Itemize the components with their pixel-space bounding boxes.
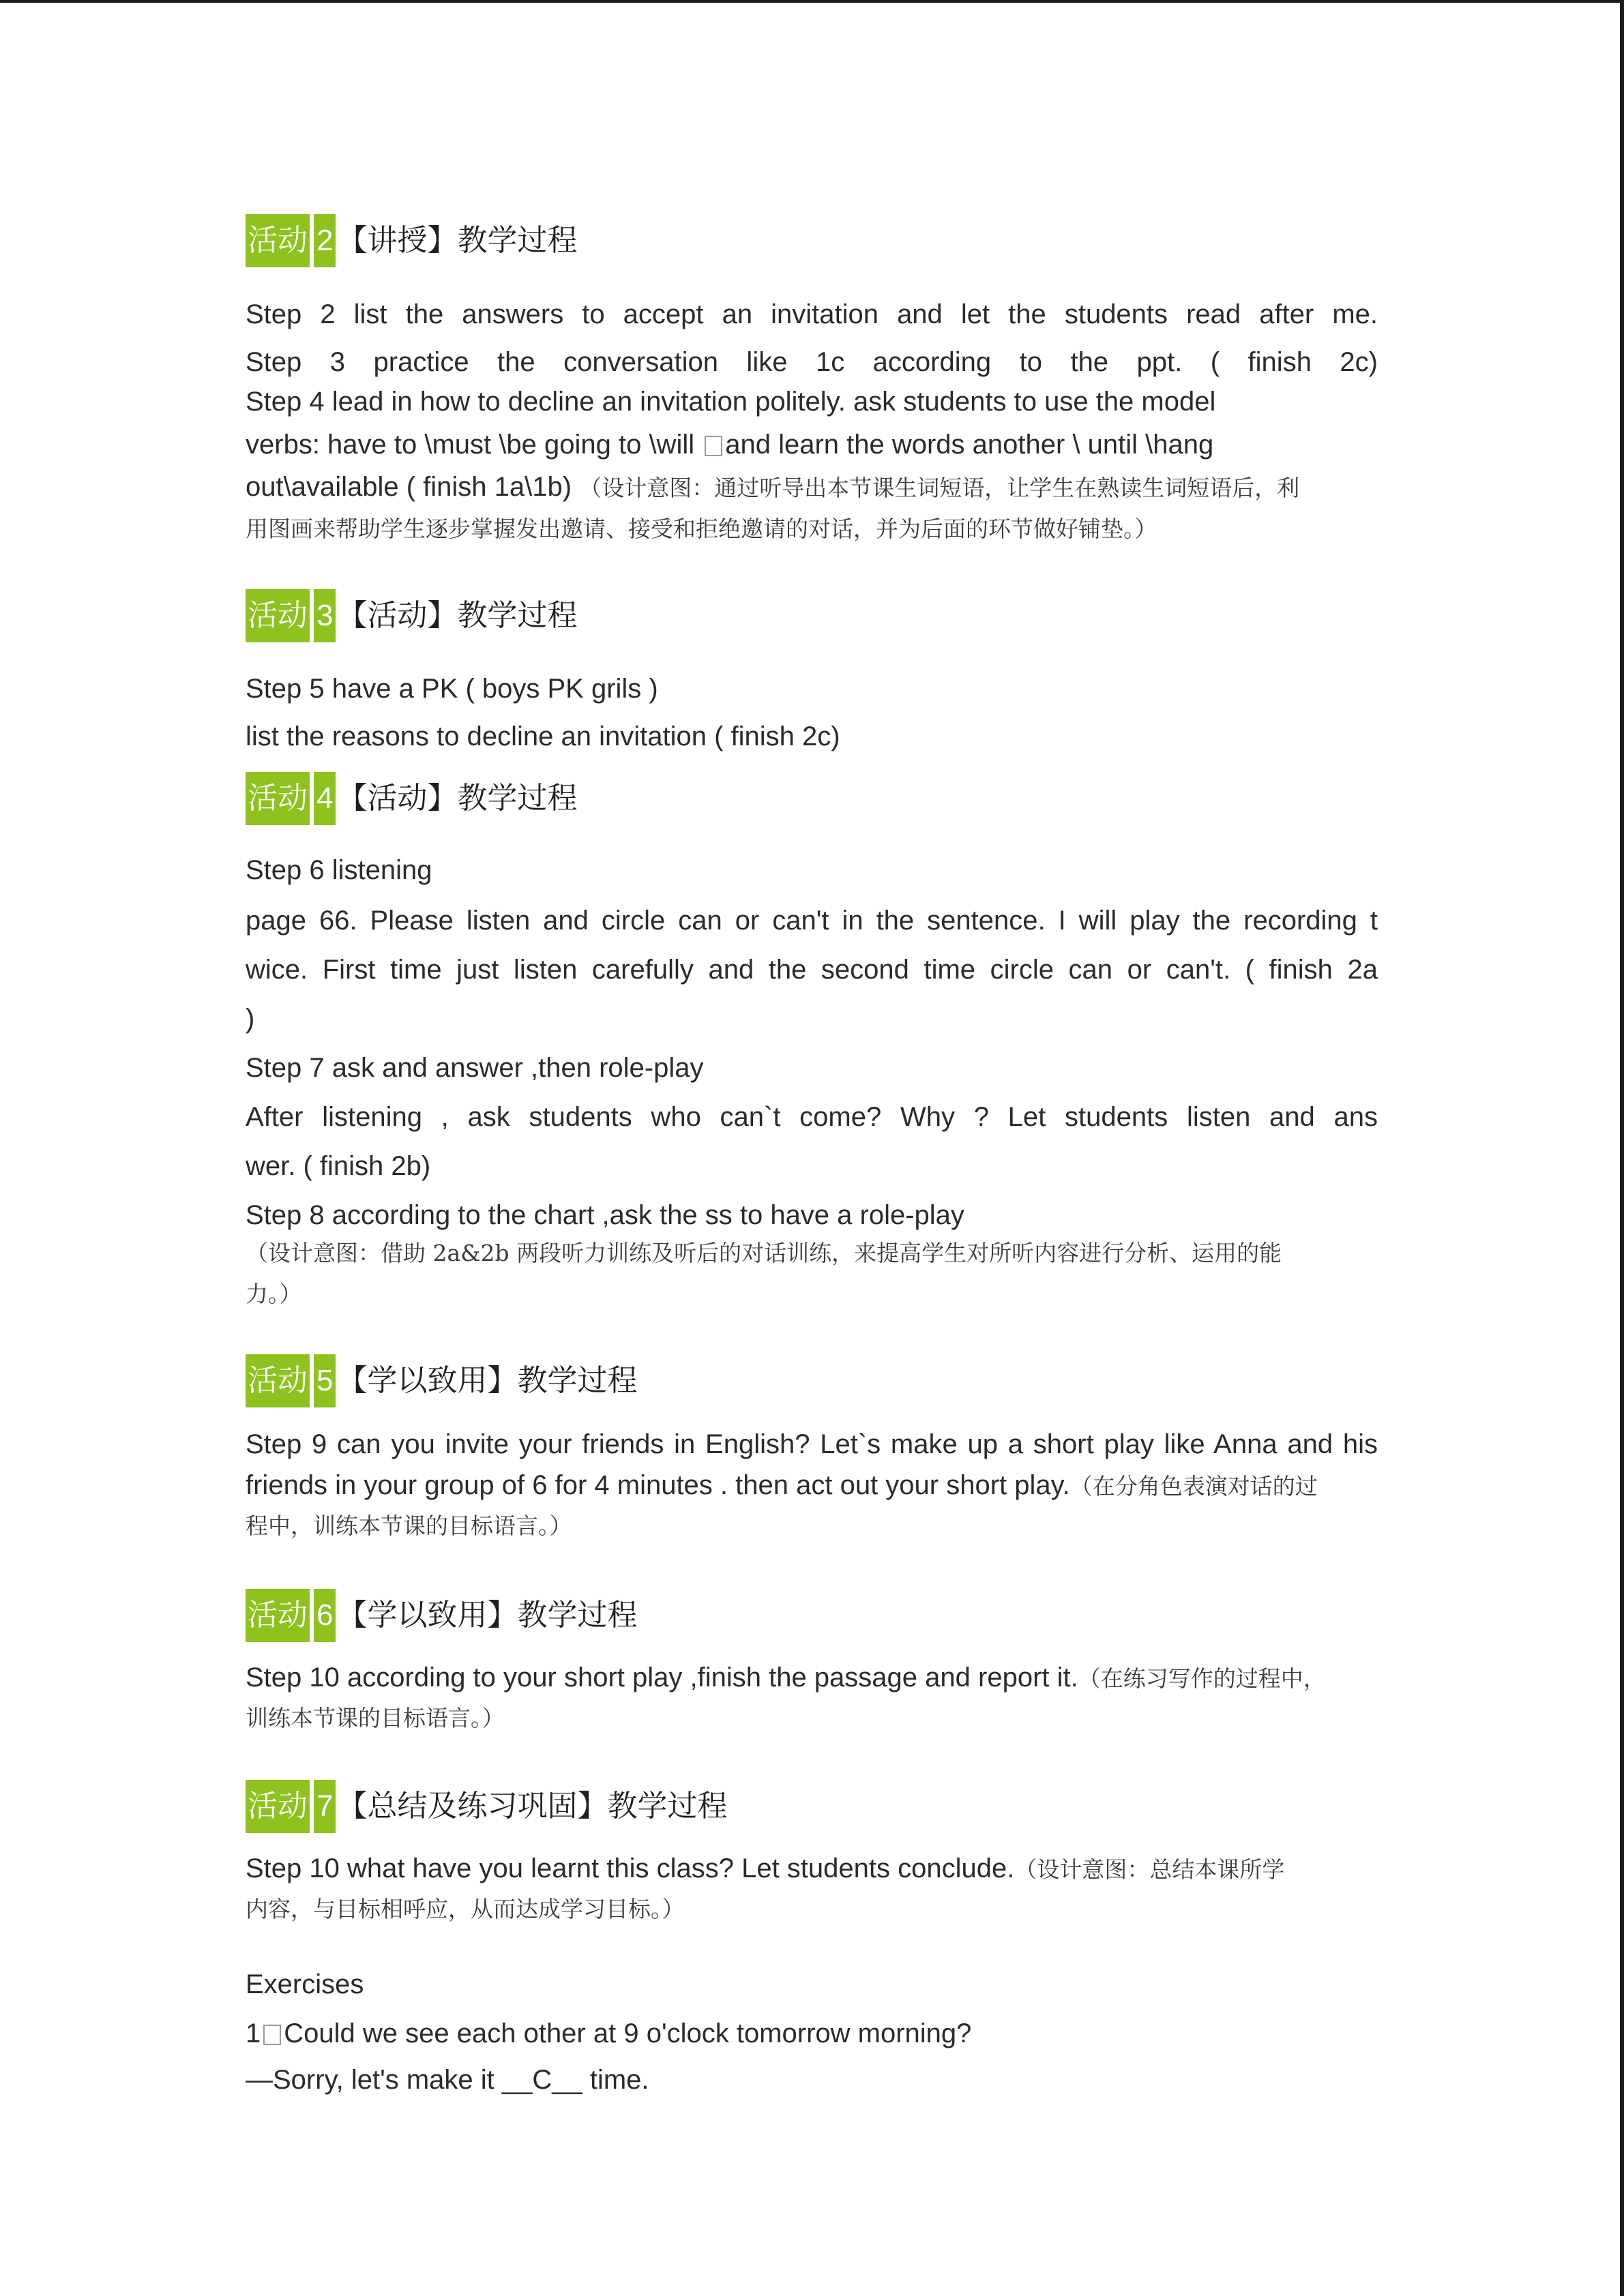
activity-title: 【活动】教学过程 [337, 599, 578, 632]
a4-page-line1: page 66. Please listen and circle can or can't in the sentence. I will play the recording t [246, 906, 1378, 936]
activity-label: 活动 [246, 589, 310, 642]
a3-step5: Step 5 have a PK ( boys PK grils ) [246, 674, 658, 704]
activity-number: 6 [314, 1589, 336, 1642]
exercise-1-answer: —Sorry, let's make it __C__ time. [246, 2065, 649, 2095]
section-heading-activity-3 [246, 589, 577, 642]
a6-step10-line1 [246, 1657, 1326, 1699]
a4-step6: Step 6 listening [246, 855, 432, 885]
a2-step2: Step 2 list the answers to accept an invitation and let the students read after me. [246, 299, 1378, 329]
a2-design-intent-line2: 用图画来帮助学生逐步掌握发出邀请、接受和拒绝邀请的对话，并为后面的环节做好铺垫。） [246, 516, 1157, 542]
a2-design-intent-part1: （设计意图：通过听导出本节课生词短语，让学生在熟读生词短语后，利 [579, 475, 1300, 501]
a5-design-intent-line2: 程中，训练本节课的目标语言。） [246, 1512, 572, 1539]
exercise-1-question [246, 2013, 971, 2054]
a2-step4-line3 [246, 466, 1299, 509]
activity-title: 【总结及练习巩固】教学过程 [337, 1789, 728, 1823]
a7-design-intent-line2: 内容，与目标相呼应，从而达成学习目标。） [246, 1896, 685, 1922]
a4-design-intent-line2: 力。） [246, 1281, 302, 1307]
missing-glyph-box [263, 2025, 281, 2045]
activity-label: 活动 [246, 772, 310, 825]
activity-number: 4 [314, 772, 336, 825]
a4-after-listening-line2: wer. ( finish 2b) [246, 1151, 431, 1181]
activity-title: 【讲授】教学过程 [337, 224, 578, 257]
activity-title: 【学以致用】教学过程 [337, 1598, 638, 1632]
activity-number: 2 [314, 214, 336, 267]
a5-step9-line1: Step 9 can you invite your friends in English? Let`s make up a short play like Anna and his [246, 1429, 1378, 1459]
a4-step7: Step 7 ask and answer ,then role-play [246, 1053, 704, 1083]
a7-design-intent-part1: （设计意图：总结本课所学 [1014, 1856, 1285, 1883]
a7-step10-line1 [246, 1848, 1284, 1890]
a4-design-intent-line1: （设计意图：借助 2a&2b 两段听力训练及听后的对话训练，来提高学生对所听内容进行分析、运用的能 [246, 1240, 1282, 1266]
activity-number: 3 [314, 589, 336, 642]
a4-step8: Step 8 according to the chart ,ask the ss to have a role-play [246, 1200, 964, 1230]
a2-step4-line2-part2: and learn the words another \ until \hang [725, 430, 1214, 460]
a2-step4-line1: Step 4 lead in how to decline an invitation politely. ask students to use the model [246, 387, 1216, 417]
a2-step3: Step 3 practice the conversation like 1c according to the ppt. ( finish 2c) [246, 347, 1378, 377]
activity-label: 活动 [246, 1354, 310, 1407]
activity-title: 【活动】教学过程 [337, 781, 578, 815]
a6-design-intent-part1: （在练习写作的过程中， [1078, 1665, 1326, 1692]
section-heading-activity-6 [246, 1589, 637, 1642]
activity-number: 5 [314, 1354, 336, 1407]
a4-page-line3: ) [246, 1004, 255, 1034]
activity-label: 活动 [246, 1589, 310, 1642]
a2-step4-line2 [246, 424, 1213, 465]
exercises-title: Exercises [246, 1969, 364, 1999]
a5-step9-line2 [246, 1465, 1318, 1507]
activity-label: 活动 [246, 214, 310, 267]
section-heading-activity-5 [246, 1354, 637, 1407]
section-heading-activity-2 [246, 214, 577, 267]
a7-step10-part1: Step 10 what have you learnt this class? Let students conclude. [246, 1853, 1015, 1883]
a4-page-line2: wice. First time just listen carefully and the second time circle can or can't. ( finish 2a [246, 955, 1378, 985]
a3-reasons: list the reasons to decline an invitation ( finish 2c) [246, 721, 840, 751]
activity-title: 【学以致用】教学过程 [337, 1364, 638, 1397]
a5-step9-line2-part1: friends in your group of 6 for 4 minutes . then act out your short play. [246, 1470, 1070, 1500]
activity-label: 活动 [246, 1780, 310, 1833]
exercise-1-text: Could we see each other at 9 o'clock tomorrow morning? [284, 2018, 972, 2048]
a4-after-listening-line1: After listening , ask students who can`t come? Why ? Let students listen and ans [246, 1102, 1378, 1132]
a2-step4-line2-part1: verbs: have to \must \be going to \will [246, 430, 703, 460]
a5-design-intent-part1: （在分角色表演对话的过 [1069, 1473, 1318, 1500]
missing-glyph-box [705, 436, 722, 456]
a6-design-intent-line2: 训练本节课的目标语言。） [246, 1705, 505, 1731]
section-heading-activity-4 [246, 772, 577, 825]
activity-number: 7 [314, 1780, 336, 1833]
section-heading-activity-7 [246, 1780, 727, 1833]
a6-step10-part1: Step 10 according to your short play ,finish the passage and report it. [246, 1663, 1078, 1693]
exercise-1-number: 1 [246, 2018, 261, 2048]
a2-step4-line3-part1: out\available ( finish 1a\1b) [246, 472, 580, 502]
